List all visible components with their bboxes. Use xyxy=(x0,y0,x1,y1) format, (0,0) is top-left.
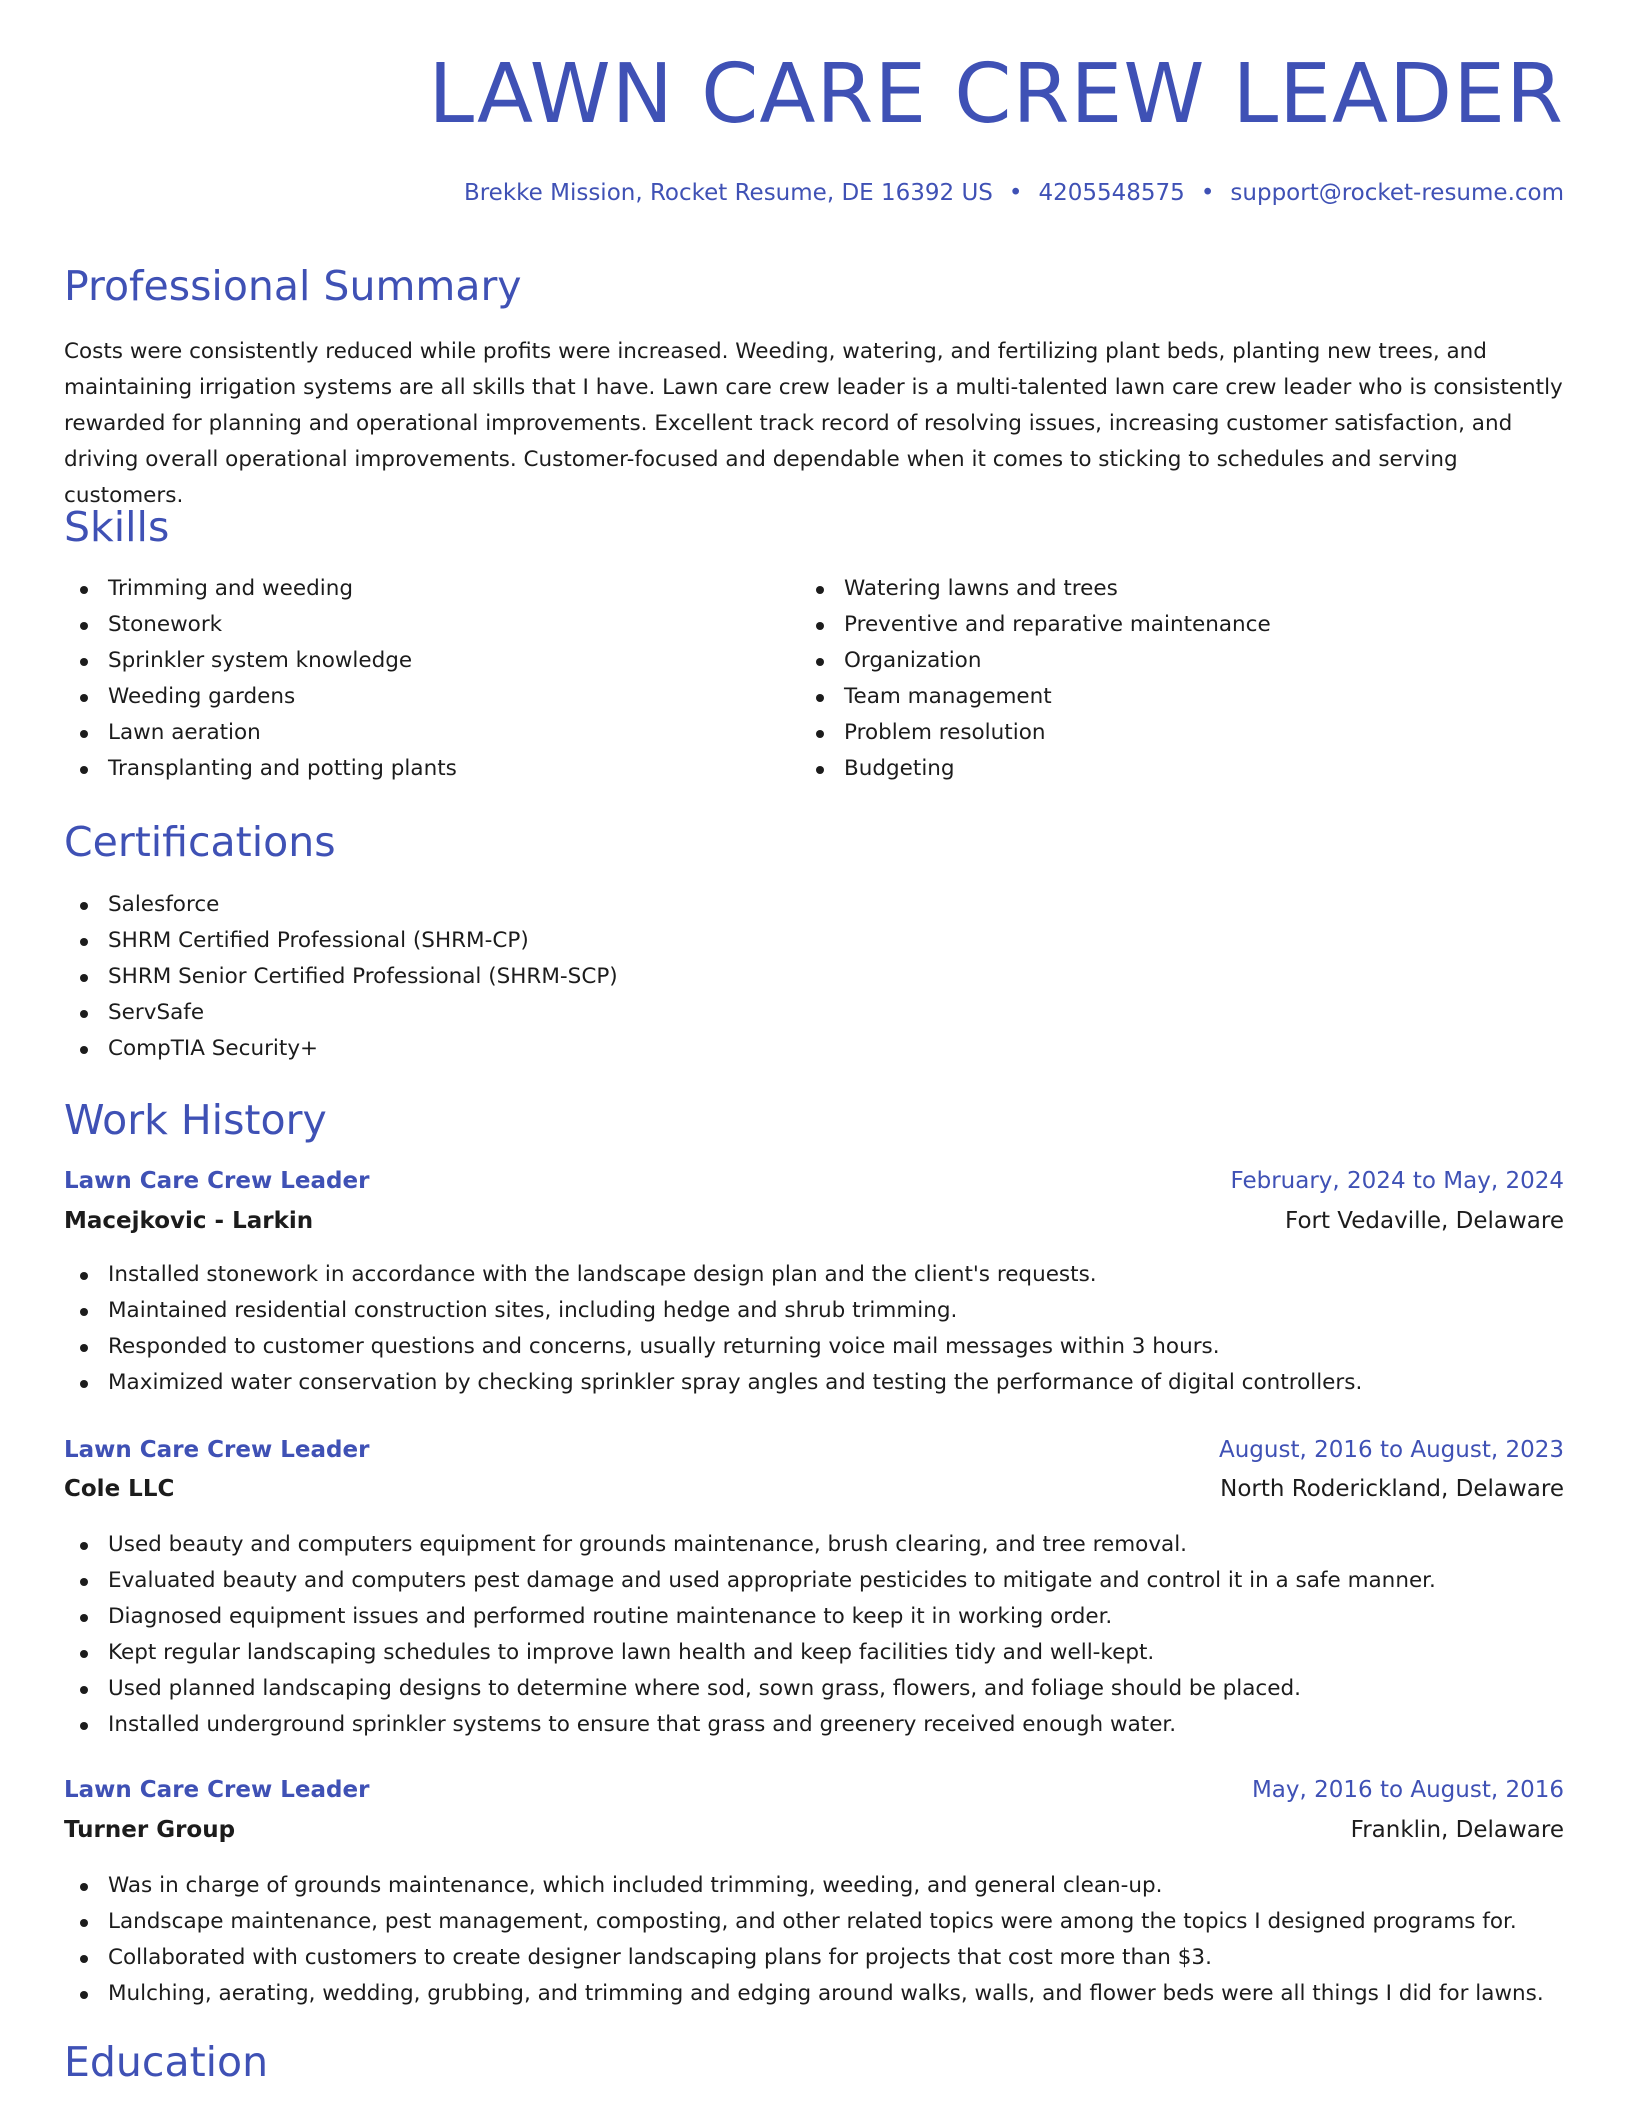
job-location: Fort Vedaville, Delaware xyxy=(1285,1208,1564,1234)
certification-item: ServSafe xyxy=(64,995,618,1031)
job-bullets xyxy=(64,1868,1544,2012)
skill-item: Preventive and reparative maintenance xyxy=(800,607,1271,643)
job-header xyxy=(64,1437,1564,1471)
company-name: Turner Group xyxy=(64,1817,236,1843)
job-bullet: Maintained residential construction sites, including hedge and shrub trimming. xyxy=(64,1293,1362,1329)
job-location: North Roderickland, Delaware xyxy=(1220,1476,1564,1502)
section-heading-work-history: Work History xyxy=(64,1096,327,1144)
job-bullet: Mulching, aerating, wedding, grubbing, and trimming and edging around walks, walls, and flower beds were all things I did for lawns. xyxy=(64,1976,1544,2012)
summary-text: Costs were consistently reduced while profits were increased. Weeding, watering, and fertilizing plant beds, planting new trees, and maintaining irrigation systems are all skills that I have. Lawn care crew leader is a multi-talented lawn care crew leader who is consistently rewarded for planning and operational improvements. Excellent track record of resolving issues, increasing customer satisfaction, and driving overall operational improvements. Customer-focused and dependable when it comes to sticking to schedules and serving customers. xyxy=(64,339,1563,508)
contact-line xyxy=(464,180,1564,206)
job-title: Lawn Care Crew Leader xyxy=(64,1437,370,1463)
job-header xyxy=(64,1168,1564,1202)
email: support@rocket-resume.com xyxy=(1230,180,1564,206)
section-heading-summary: Professional Summary xyxy=(64,262,522,310)
skills-list-right xyxy=(800,571,1271,787)
job-bullets xyxy=(64,1527,1436,1743)
certification-item: SHRM Senior Certified Professional (SHRM-SCP) xyxy=(64,959,618,995)
job-bullet: Installed stonework in accordance with the landscape design plan and the client's requests. xyxy=(64,1257,1362,1293)
job-bullet: Installed underground sprinkler systems to ensure that grass and greenery received enough water. xyxy=(64,1707,1436,1743)
skill-item: Trimming and weeding xyxy=(64,571,457,607)
job-bullets xyxy=(64,1257,1362,1401)
skill-item: Stonework xyxy=(64,607,457,643)
job-bullet: Maximized water conservation by checking sprinkler spray angles and testing the performance of digital controllers. xyxy=(64,1365,1362,1401)
job-bullet: Responded to customer questions and concerns, usually returning voice mail messages within 3 hours. xyxy=(64,1329,1362,1365)
job-title: Lawn Care Crew Leader xyxy=(64,1168,370,1194)
job-header xyxy=(64,1777,1564,1811)
skill-item: Transplanting and potting plants xyxy=(64,751,457,787)
job-bullet: Diagnosed equipment issues and performed routine maintenance to keep it in working order. xyxy=(64,1599,1436,1635)
section-heading-certifications: Certifications xyxy=(64,818,336,866)
section-heading-skills: Skills xyxy=(64,503,170,551)
job-bullet: Landscape maintenance, pest management, composting, and other related topics were among the topics I designed programs for. xyxy=(64,1904,1544,1940)
job-bullet: Collaborated with customers to create designer landscaping plans for projects that cost more than $3. xyxy=(64,1940,1544,1976)
skills-list-left xyxy=(64,571,457,787)
company-name: Cole LLC xyxy=(64,1476,175,1502)
phone: 4205548575 xyxy=(1038,180,1185,206)
skill-item: Team management xyxy=(800,679,1271,715)
address: Brekke Mission, Rocket Resume, DE 16392 US xyxy=(463,180,993,206)
job-dates: February, 2024 to May, 2024 xyxy=(1230,1168,1564,1194)
job-title: Lawn Care Crew Leader xyxy=(64,1777,370,1803)
certification-item: CompTIA Security+ xyxy=(64,1031,618,1067)
skill-item: Budgeting xyxy=(800,751,1271,787)
job-subheader xyxy=(64,1817,1564,1851)
job-bullet: Was in charge of grounds maintenance, which included trimming, weeding, and general clean-up. xyxy=(64,1868,1544,1904)
skill-item: Lawn aeration xyxy=(64,715,457,751)
job-subheader xyxy=(64,1208,1564,1242)
skill-item: Sprinkler system knowledge xyxy=(64,643,457,679)
job-subheader xyxy=(64,1476,1564,1510)
certification-item: SHRM Certified Professional (SHRM-CP) xyxy=(64,923,618,959)
job-bullet: Evaluated beauty and computers pest damage and used appropriate pesticides to mitigate and control it in a safe manner. xyxy=(64,1563,1436,1599)
job-dates: May, 2016 to August, 2016 xyxy=(1251,1777,1564,1803)
skill-item: Weeding gardens xyxy=(64,679,457,715)
skill-item: Organization xyxy=(800,643,1271,679)
job-bullet: Kept regular landscaping schedules to improve lawn health and keep facilities tidy and well-kept. xyxy=(64,1635,1436,1671)
resume-name: LAWN CARE CREW LEADER xyxy=(428,47,1564,142)
skill-item: Watering lawns and trees xyxy=(800,571,1271,607)
company-name: Macejkovic - Larkin xyxy=(64,1208,314,1234)
job-dates: August, 2016 to August, 2023 xyxy=(1219,1437,1564,1463)
skill-item: Problem resolution xyxy=(800,715,1271,751)
separator-dot: • xyxy=(1008,180,1023,206)
job-bullet: Used beauty and computers equipment for grounds maintenance, brush clearing, and tree removal. xyxy=(64,1527,1436,1563)
section-heading-education: Education xyxy=(64,2038,269,2086)
certifications-list xyxy=(64,887,618,1067)
job-location: Franklin, Delaware xyxy=(1350,1817,1564,1843)
job-bullet: Used planned landscaping designs to determine where sod, sown grass, flowers, and foliage should be placed. xyxy=(64,1671,1436,1707)
separator-dot: • xyxy=(1200,180,1215,206)
certification-item: Salesforce xyxy=(64,887,618,923)
